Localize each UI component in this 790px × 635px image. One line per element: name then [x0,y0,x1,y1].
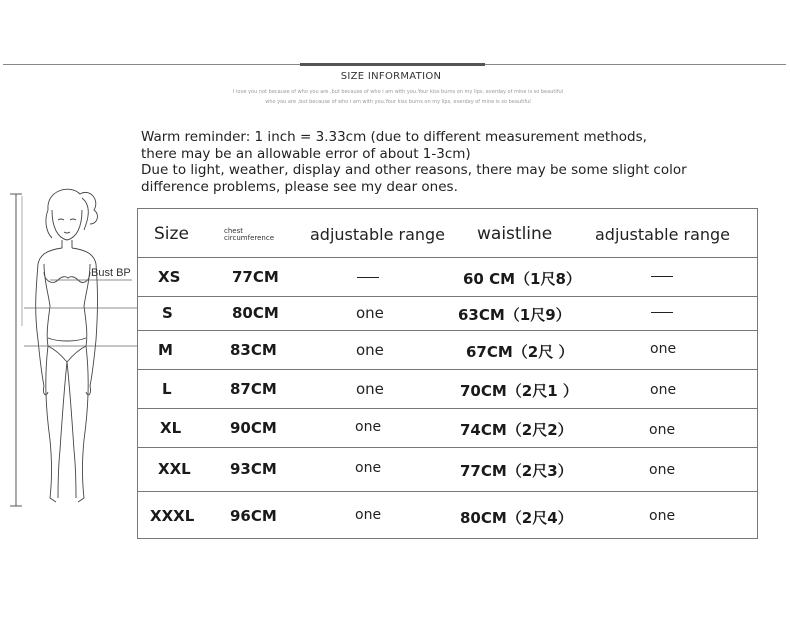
tagline-1: I love you not because of who you are ,but because of who i am with you.Your kiss burns on my lips, everday of mine is so beautiful [232,89,564,95]
row-divider [138,447,757,448]
size-cell: XL [160,419,182,437]
size-cell: XXXL [150,507,195,525]
waistline-cell: 60 CM（1尺8） [463,270,581,288]
waistline-cell: 70CM（2尺1 ） [460,382,578,400]
header-chest-line-2: circumference [224,234,275,242]
row-divider [138,257,757,258]
waistline-cell: 77CM（2尺3） [460,462,573,480]
note-line-4: difference problems, please see my dear ones. [141,178,458,195]
size-table [137,208,758,539]
adjustable-2-cell: one [650,382,677,398]
page-title: SIZE INFORMATION [340,71,442,82]
bust-bp-label: Bust BP [91,267,131,279]
adjustable-cell: one [356,304,384,322]
chest-cell: 90CM [230,419,277,437]
header-adjustable-range-1: adjustable range [310,225,446,244]
adjustable-2-cell [651,268,673,284]
adjustable-cell: one [355,419,382,435]
header-size: Size [154,224,189,244]
waistline-cell: 74CM（2尺2） [460,421,573,439]
header-chest-line-1: chest [224,227,243,235]
row-divider [138,491,757,492]
adjustable-cell: one [356,341,384,359]
row-divider [138,408,757,409]
adjustable-2-cell [651,304,673,320]
adjustable-2-cell: one [649,422,676,438]
row-divider [138,369,757,370]
size-cell: L [162,380,172,398]
chest-cell: 80CM [232,304,279,322]
chest-cell: 83CM [230,341,277,359]
header-waistline: waistline [477,224,553,244]
heading-accent-bar [300,63,485,66]
size-cell: M [158,341,173,359]
chest-cell: 77CM [232,268,279,286]
adjustable-cell: one [355,507,382,523]
body-figure-illustration [0,180,140,510]
note-line-2: there may be an allowable error of about 1-3cm) [141,145,471,162]
header-adjustable-range-2: adjustable range [595,225,731,244]
chest-cell: 96CM [230,507,277,525]
adjustable-2-cell: one [650,341,677,357]
dash-mark [357,277,379,278]
row-divider [138,330,757,331]
chest-cell: 87CM [230,380,277,398]
warm-reminder-notes [141,129,741,195]
note-line-1: Warm reminder: 1 inch = 3.33cm (due to different measurement methods, [141,129,647,145]
size-cell: XS [158,268,181,286]
dash-mark [651,276,673,277]
waistline-cell: 80CM（2尺4） [460,509,573,527]
adjustable-2-cell: one [649,462,676,478]
row-divider [138,296,757,297]
waistline-cell: 63CM（1尺9） [458,306,571,324]
size-cell: S [162,304,173,322]
note-line-3: Due to light, weather, display and other reasons, there may be some slight color [141,162,687,178]
adjustable-2-cell: one [649,508,676,524]
adjustable-cell [357,268,379,286]
waistline-cell: 67CM（2尺 ） [466,343,574,361]
adjustable-cell: one [355,460,382,476]
dash-mark [651,312,673,313]
tagline-2: who you are ,but because of who i am with you.Your kiss burns on my lips, everday of mine is so beautiful [265,99,531,105]
size-cell: XXL [158,460,191,478]
adjustable-cell: one [356,380,384,398]
chest-cell: 93CM [230,460,277,478]
